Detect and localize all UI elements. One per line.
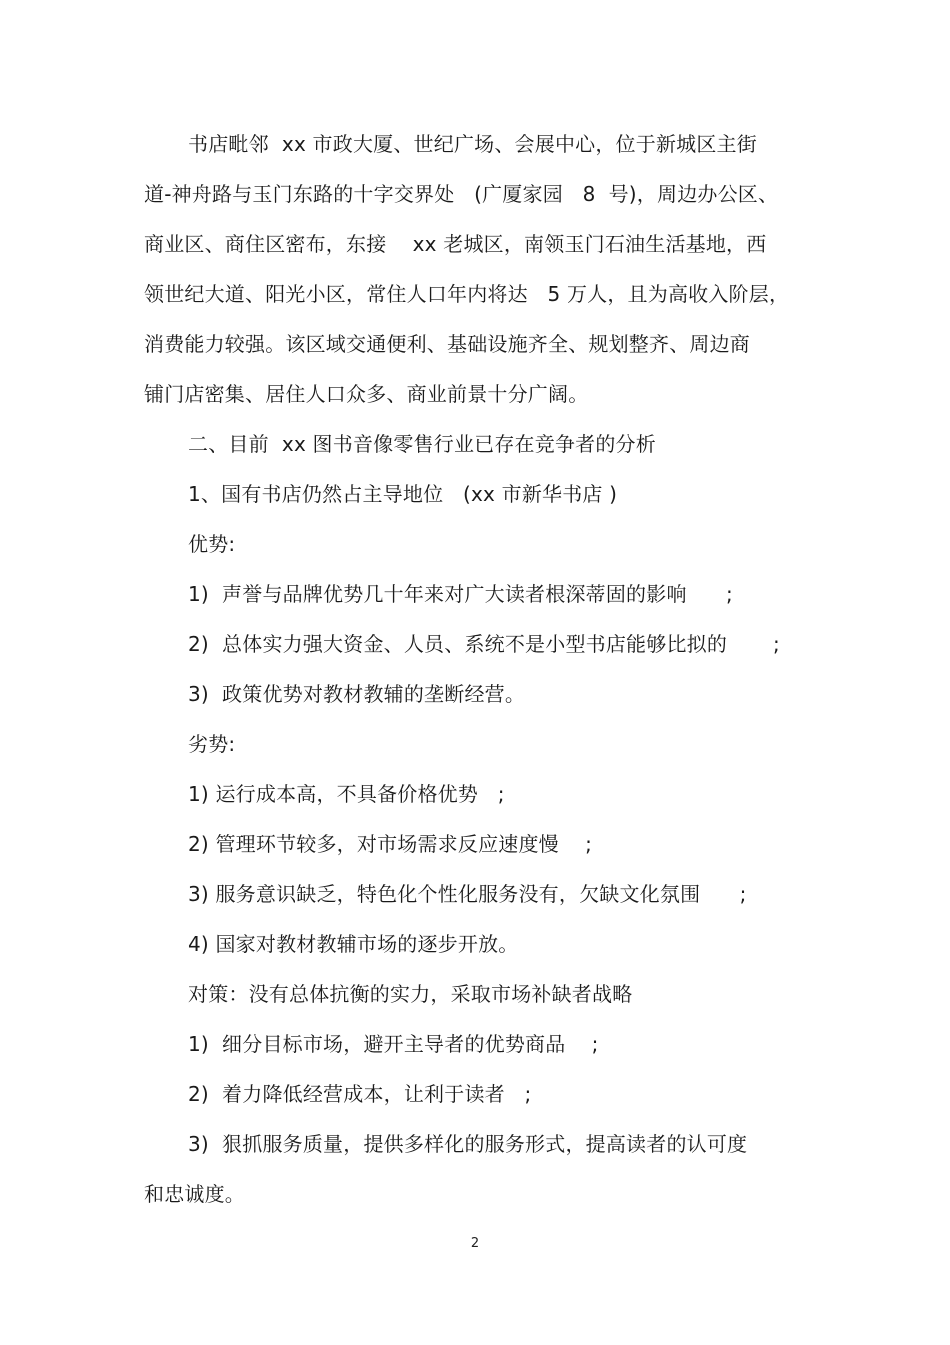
- disadvantages-label: 劣势:: [188, 732, 236, 756]
- list-item: 2) 总体实力强大资金、人员、系统不是小型书店能够比拟的 ;: [188, 632, 780, 656]
- list-item: 1) 声誉与品牌优势几十年来对广大读者根深蒂固的影响 ;: [188, 582, 733, 606]
- list-item: 3) 政策优势对教材教辅的垄断经营。: [188, 682, 526, 706]
- advantages-label: 优势:: [188, 532, 236, 556]
- page-number: 2: [470, 1236, 480, 1251]
- text-line: 铺门店密集、居住人口众多、商业前景十分广阔。: [144, 382, 589, 406]
- text-line: 书店毗邻 xx 市政大厦、世纪广场、会展中心，位于新城区主街: [188, 132, 757, 156]
- list-item: 3) 狠抓服务质量，提供多样化的服务形式，提高读者的认可度: [188, 1132, 748, 1156]
- list-item: 2) 管理环节较多，对市场需求反应速度慢 ;: [188, 832, 593, 856]
- text-line: 商业区、商住区密布，东接 xx 老城区，南领玉门石油生活基地，西: [144, 232, 767, 256]
- text-line: 消费能力较强。该区域交通便利、基础设施齐全、规划整齐、周边商: [144, 332, 750, 356]
- strategy-label: 对策：没有总体抗衡的实力，采取市场补缺者战略: [188, 982, 633, 1006]
- subsection-heading: 1、国有书店仍然占主导地位 (xx 市新华书店 ): [188, 482, 618, 506]
- list-item: 2) 着力降低经营成本，让利于读者 ;: [188, 1082, 532, 1106]
- list-item: 3) 服务意识缺乏，特色化个性化服务没有，欠缺文化氛围 ;: [188, 882, 747, 906]
- list-item-continuation: 和忠诚度。: [144, 1182, 245, 1206]
- list-item: 4) 国家对教材教辅市场的逐步开放。: [188, 932, 519, 956]
- list-item: 1) 细分目标市场，避开主导者的优势商品 ;: [188, 1032, 599, 1056]
- text-line: 道-神舟路与玉门东路的十字交界处 (广厦家园 8 号)，周边办公区、: [144, 182, 779, 206]
- list-item: 1) 运行成本高，不具备价格优势 ;: [188, 782, 505, 806]
- section-heading: 二、目前 xx 图书音像零售行业已存在竞争者的分析: [188, 432, 656, 456]
- text-line: 领世纪大道、阳光小区，常住人口年内将达 5 万人，且为高收入阶层，: [144, 282, 790, 306]
